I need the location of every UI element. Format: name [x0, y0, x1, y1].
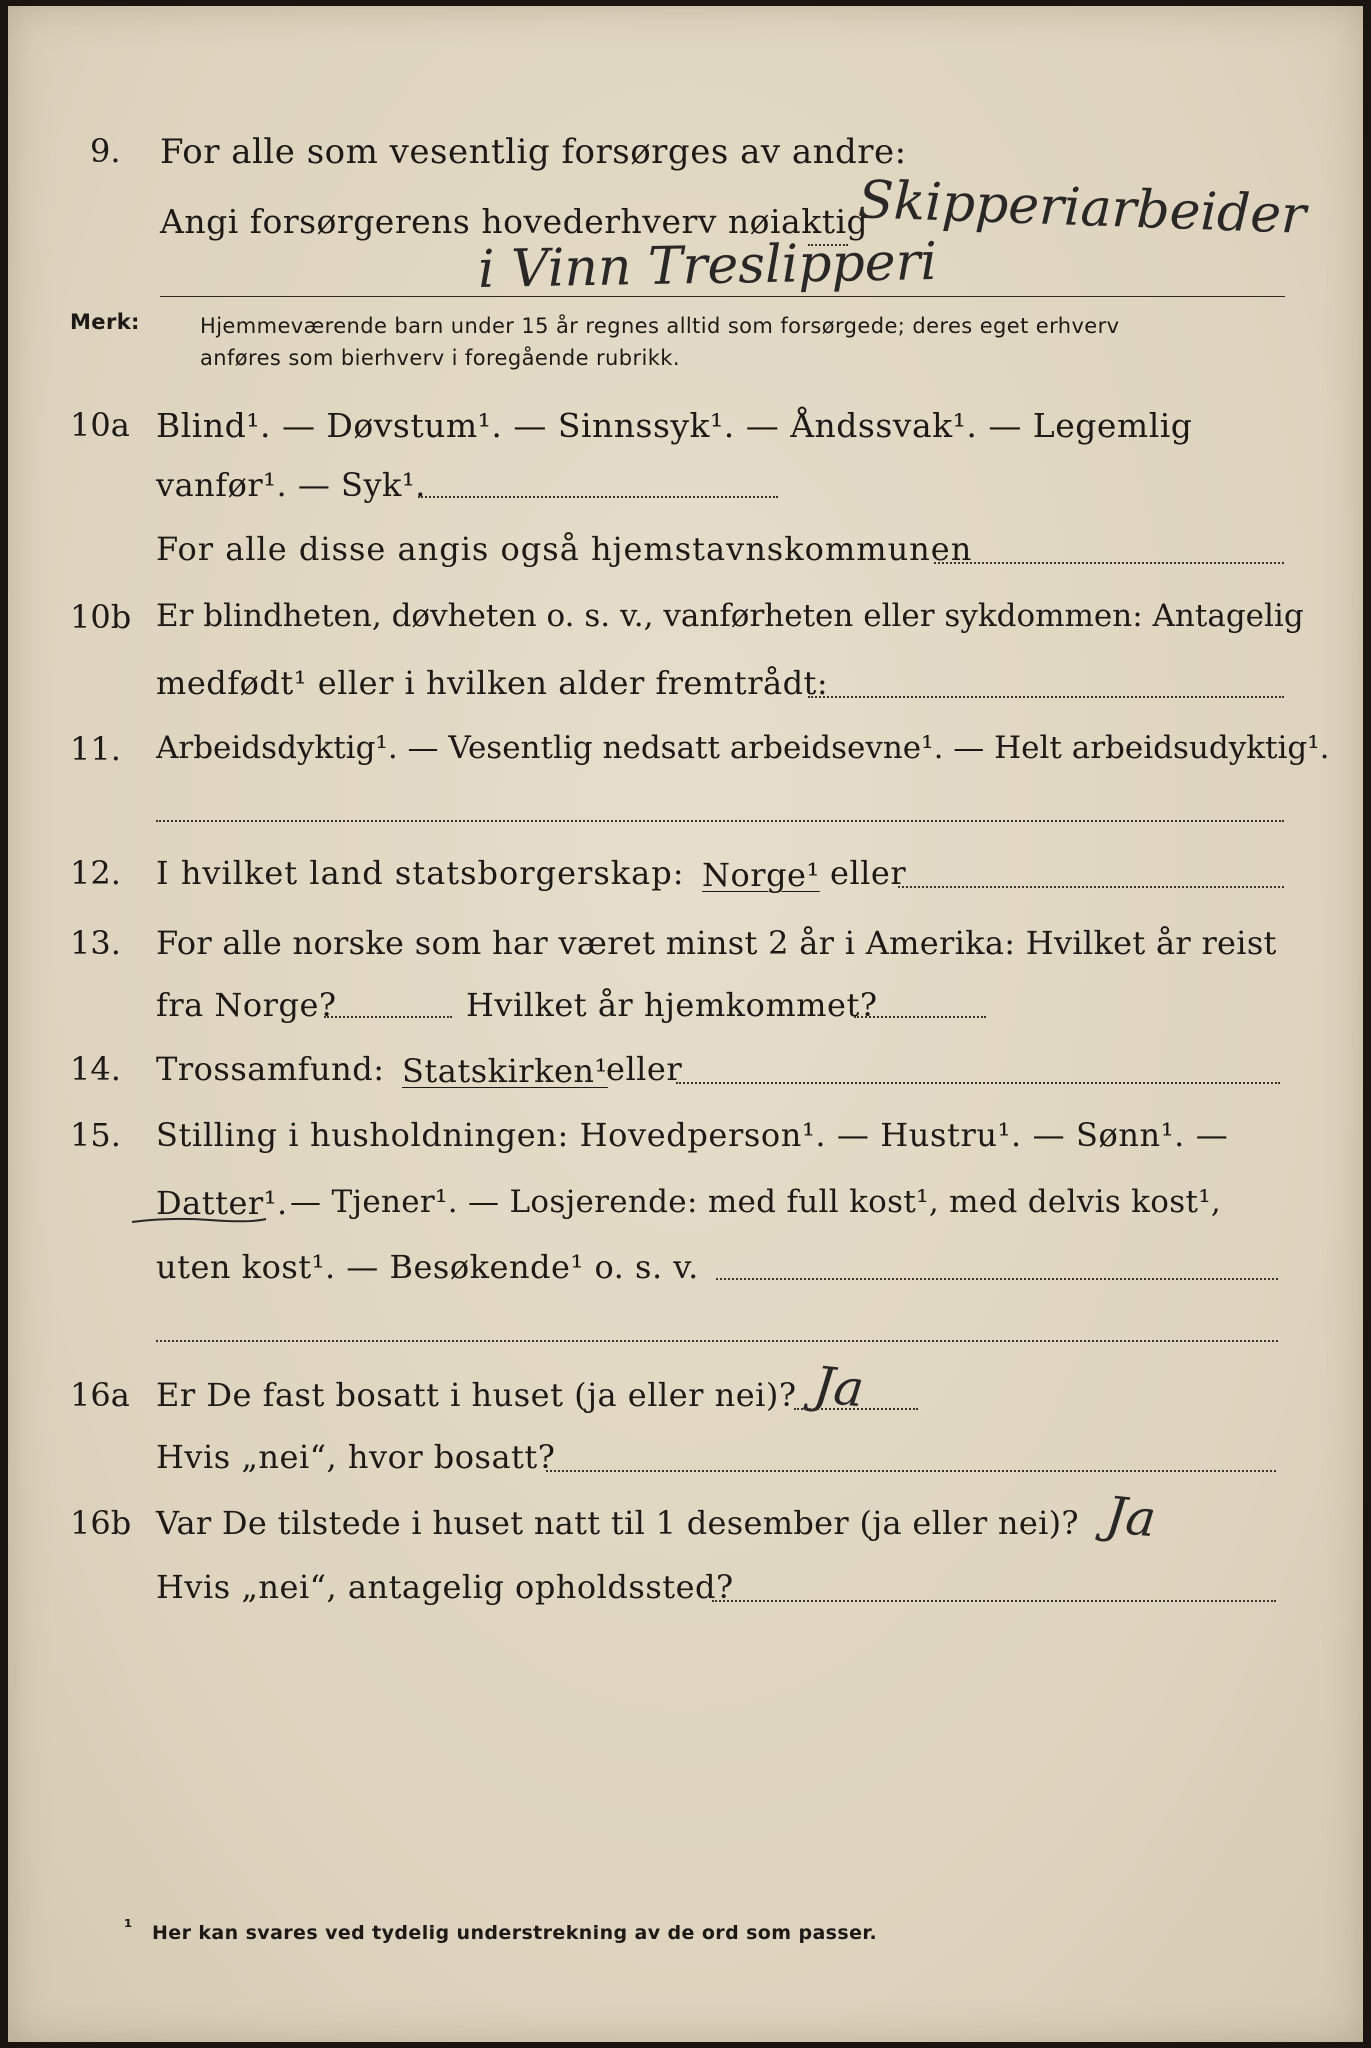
q15-datter-underlined: Datter¹.	[156, 1184, 288, 1222]
q15-line1: Stilling i husholdningen: Hovedperson¹. — Hustru¹. — Sønn¹. —	[156, 1116, 1229, 1154]
footnote-text: Her kan svares ved tydelig understrekning av de ord som passer.	[152, 1922, 878, 1944]
q11-line1: Arbeidsdyktig¹. — Vesentlig nedsatt arbeidsevne¹. — Helt arbeidsudyktig¹.	[156, 730, 1330, 766]
q16a-line1: Er De fast bosatt i huset (ja eller nei)?	[156, 1376, 797, 1414]
q16b-line2: Hvis „nei“, antagelig opholdssted?	[156, 1568, 734, 1606]
q13-line2a: fra Norge?	[156, 986, 337, 1024]
q16a-handwritten-answer: Ja	[811, 1355, 867, 1419]
q15-answer-line	[156, 1340, 1278, 1342]
q10b-number: 10b	[70, 598, 132, 636]
merk-line2: anføres som bierhverv i foregående rubrikk.	[200, 346, 680, 370]
footnote-mark: ¹	[124, 1916, 133, 1938]
q10a-number: 10a	[70, 406, 130, 444]
q14-text: Trossamfund:	[156, 1050, 385, 1088]
q14-number: 14.	[70, 1050, 121, 1088]
q11-number: 11.	[70, 730, 121, 768]
q9-handwritten-occupation: Skipperiarbeider	[857, 170, 1307, 246]
q13-number: 13.	[70, 924, 121, 962]
q9-answer-line	[160, 296, 1285, 297]
q12-eller: eller	[830, 854, 907, 892]
q12-text: I hvilket land statsborgerskap:	[156, 854, 685, 892]
q15-number: 15.	[70, 1116, 121, 1154]
q12-fill	[898, 886, 1284, 888]
merk-label: Merk:	[70, 310, 140, 334]
q10b-line2: medfødt¹ eller i hvilken alder fremtrådt:	[156, 664, 829, 702]
q9-line1: For alle som vesentlig forsørges av andre:	[160, 132, 907, 172]
q12-norge-underlined: Norge¹	[702, 856, 820, 894]
q10a-line2: vanfør¹. — Syk¹.	[156, 466, 426, 504]
q14-eller: eller	[606, 1050, 683, 1088]
merk-line1: Hjemmeværende barn under 15 år regnes alltid som forsørgede; deres eget erhverv	[200, 314, 1120, 338]
q10a-hjemstavn-fill	[934, 562, 1284, 564]
q16b-number: 16b	[70, 1504, 132, 1542]
q15-fill	[716, 1278, 1278, 1280]
q13-line2b: Hvilket år hjemkommet?	[466, 986, 878, 1024]
q13-reist-fill	[324, 1016, 452, 1018]
q16b-line1: Var De tilstede i huset natt til 1 desember (ja eller nei)?	[156, 1504, 1079, 1542]
q9-handwritten-workplace: i Vinn Treslipperi	[477, 231, 938, 301]
q15-line3: uten kost¹. — Besøkende¹ o. s. v.	[156, 1248, 699, 1286]
q14-fill	[676, 1082, 1280, 1084]
q14-statskirken-underlined: Statskirken¹	[402, 1052, 608, 1090]
q16a-fill-2	[546, 1470, 1276, 1472]
q10a-syk-fill	[418, 496, 778, 498]
q16b-handwritten-answer: Ja	[1103, 1485, 1159, 1549]
q11-answer-line	[156, 820, 1284, 822]
q16b-fill	[712, 1600, 1276, 1602]
q16a-line2: Hvis „nei“, hvor bosatt?	[156, 1438, 556, 1476]
q13-line1: For alle norske som har været minst 2 år i Amerika: Hvilket år reist	[156, 924, 1277, 962]
q10b-line1: Er blindheten, døvheten o. s. v., vanførheten eller sykdommen: Antagelig	[156, 598, 1304, 634]
q9-number: 9.	[90, 132, 121, 170]
q10a-line3: For alle disse angis også hjemstavnskommunen	[156, 530, 973, 568]
q9-line2: Angi forsørgerens hovederhverv nøiaktig	[160, 202, 869, 241]
q10a-line1: Blind¹. — Døvstum¹. — Sinnssyk¹. — Åndssvak¹. — Legemlig	[156, 406, 1193, 445]
q15-line2: — Tjener¹. — Losjerende: med full kost¹, med delvis kost¹,	[290, 1184, 1222, 1220]
q13-hjemkommet-fill	[854, 1016, 986, 1018]
q16a-fill-1	[794, 1408, 918, 1410]
datter-hand-underline	[130, 1214, 270, 1228]
q12-number: 12.	[70, 854, 121, 892]
q10b-fill	[808, 696, 1284, 698]
census-form-page	[8, 6, 1363, 2042]
q16a-number: 16a	[70, 1376, 130, 1414]
